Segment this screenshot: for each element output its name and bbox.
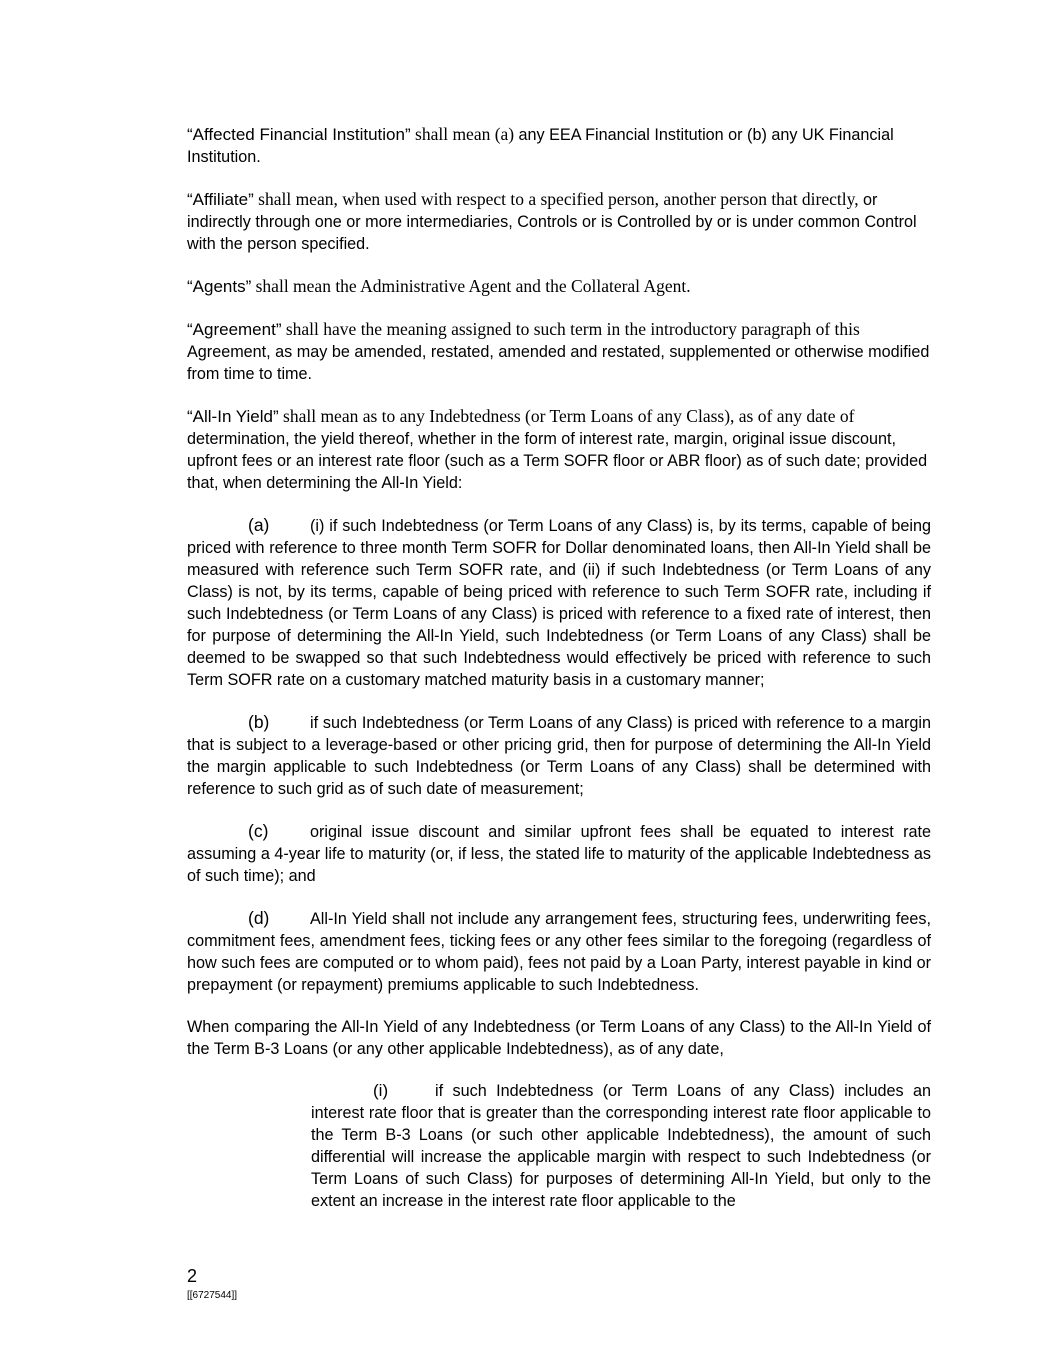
- clause-text: original issue discount and similar upfront fees shall be equated to interest rate assuming a 4-year life to maturity (or, if less, the stated life to maturity of the applicable Indebtedness as of such time); and: [187, 823, 931, 885]
- definition-connector: shall have the meaning assigned to such term in the introductory paragraph of this: [281, 319, 860, 339]
- definition-connector: shall mean as to any Indebtedness (or Term Loans of any Class), as of any date of: [278, 406, 855, 426]
- clause-label: (d): [248, 908, 270, 928]
- clause-text: if such Indebtedness (or Term Loans of any Class) is priced with reference to a margin that is subject to a leverage-based or other pricing grid, then for purpose of determining the All-In Yield the margin applicable to such Indebtedness (or Term Loans of any Class) shall be determined with reference to such grid as of such date of measurement;: [187, 714, 931, 798]
- definition-body: or indirectly through one or more intermediaries, Controls or is Controlled by or is under common Control with the person specified.: [187, 191, 917, 253]
- clause-a: [187, 514, 931, 691]
- definition-affiliate: [187, 188, 931, 255]
- document-id: [[6727544]]: [187, 1290, 238, 1301]
- defined-term: “All-In Yield”: [187, 407, 279, 426]
- definition-agents: [187, 275, 931, 298]
- defined-term: “Agents”: [187, 277, 252, 296]
- definition-connector: shall mean the Administrative Agent and the Collateral Agent.: [251, 276, 691, 296]
- definition-all-in-yield: [187, 405, 931, 494]
- page-number: 2: [187, 1266, 198, 1286]
- clause-label: (a): [248, 515, 270, 535]
- definition-agreement: [187, 318, 931, 385]
- clause-text: (i) if such Indebtedness (or Term Loans of any Class) is, by its terms, capable of being priced with reference to three month Term SOFR for Dollar denominated loans, then All-In Yield shall be measured with reference such Term SOFR rate, and (ii) if such Indebtedness (or Term Loans of any Class) is not, by its terms, capable of being priced with reference to such Term SOFR rate, including if such Indebtedness (or Term Loans of any Class) is priced with reference to a fixed rate of interest, then for purpose of determining the All-In Yield, such Indebtedness (or Term Loans of any Class) shall be deemed to be swapped so that such Indebtedness would effectively be priced with reference to such Term SOFR rate on a customary matched maturity basis in a customary manner;: [187, 517, 931, 689]
- subclause-i: [311, 1080, 931, 1212]
- definition-body: Agreement, as may be amended, restated, amended and restated, supplemented or otherwise modified from time to time.: [187, 343, 930, 383]
- defined-term: “Affiliate”: [187, 190, 254, 209]
- clause-b: [187, 711, 931, 800]
- clause-d: [187, 907, 931, 996]
- definition-body: determination, the yield thereof, whether in the form of interest rate, margin, original issue discount, upfront fees or an interest rate floor (such as a Term SOFR floor or ABR floor) as of such date; provided that, when determining the All-In Yield:: [187, 430, 928, 492]
- subclause-label: (i): [373, 1081, 389, 1100]
- definition-body: any EEA Financial Institution or (b) any UK Financial Institution.: [187, 126, 894, 166]
- clause-text: All-In Yield shall not include any arrangement fees, structuring fees, underwriting fees, commitment fees, amendment fees, ticking fees or any other fees similar to the foregoing (regardless of how such fees are computed or to whom paid), fees not paid by a Loan Party, interest payable in kind or prepayment (or repayment) premiums applicable to such Indebtedness.: [187, 910, 931, 994]
- definition-affected-financial-institution: [187, 123, 931, 168]
- defined-term: “Affected Financial Institution”: [187, 125, 411, 144]
- clause-label: (b): [248, 712, 270, 732]
- clause-label: (c): [248, 821, 269, 841]
- document-page: [187, 123, 931, 1212]
- definition-connector: shall mean (a): [410, 124, 519, 144]
- subclause-text: if such Indebtedness (or Term Loans of any Class) includes an interest rate floor that is greater than the corresponding interest rate floor applicable to the Term B-3 Loans (or such other applicable Indebtedness), the amount of such differential will increase the applicable margin with respect to such Indebtedness (or Term Loans of such Class) for purposes of determining All-In Yield, but only to the extent an increase in the interest rate floor applicable to the: [311, 1082, 931, 1210]
- clause-c: [187, 820, 931, 887]
- definition-connector: shall mean, when used with respect to a specified person, another person that directly,: [253, 189, 863, 209]
- defined-term: “Agreement”: [187, 320, 282, 339]
- comparing-paragraph: When comparing the All-In Yield of any Indebtedness (or Term Loans of any Class) to the All-In Yield of the Term B-3 Loans (or any other applicable Indebtedness), as of any date,: [187, 1018, 931, 1058]
